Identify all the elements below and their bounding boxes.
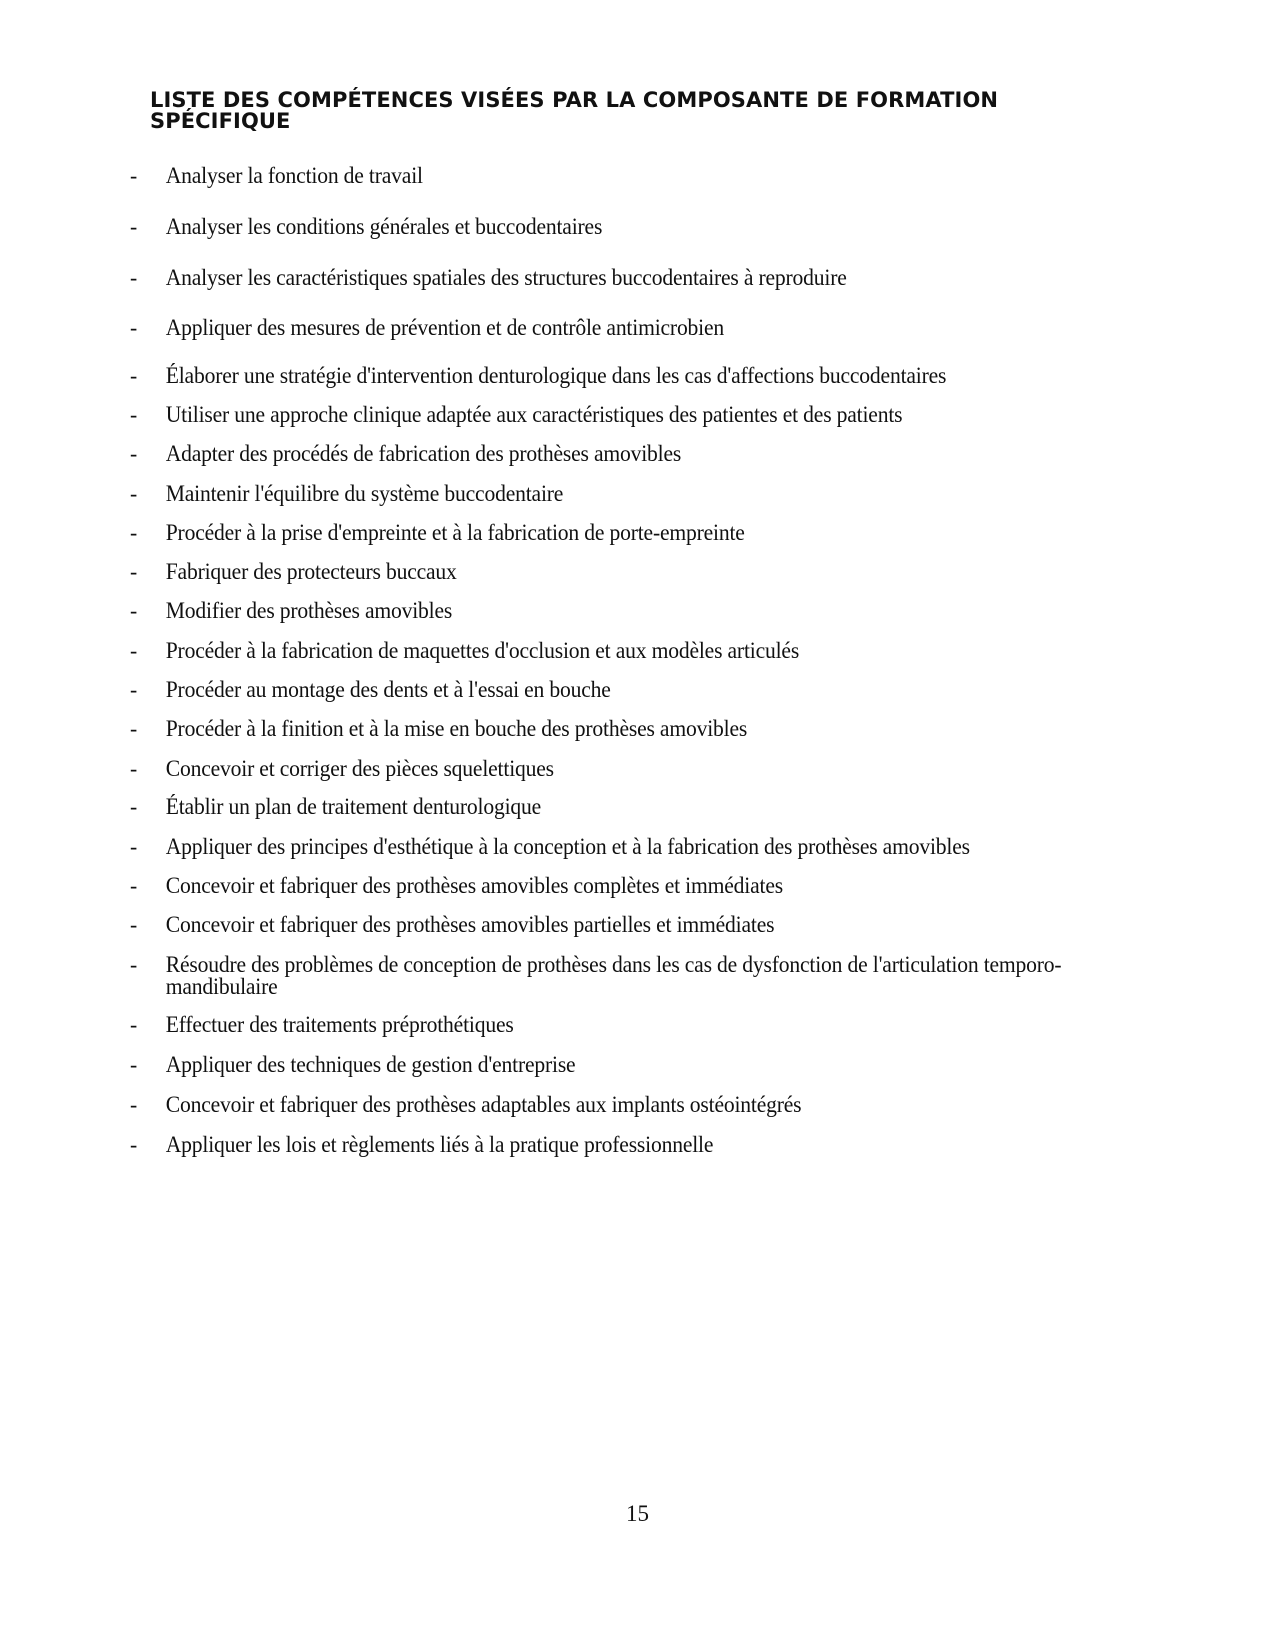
- list-item-text: Analyser la fonction de travail: [165, 163, 423, 188]
- list-item: [130, 718, 1070, 740]
- list-item: [130, 165, 1070, 187]
- list-item: [130, 216, 1070, 238]
- list-item: [130, 796, 1070, 818]
- list-item-text: Utiliser une approche clinique adaptée aux caractéristiques des patientes et des patients: [165, 402, 903, 427]
- list-item-text: Résoudre des problèmes de conception de prothèses dans les cas de dysfonction de l'articulation temporo-mandibulaire: [165, 952, 1062, 999]
- bullet-dash: -: [130, 315, 138, 340]
- bullet-dash: -: [130, 214, 138, 239]
- bullet-dash: -: [130, 1092, 138, 1117]
- list-item: [130, 679, 1070, 701]
- list-item-text: Appliquer des principes d'esthétique à la conception et à la fabrication des prothèses amovibles: [165, 834, 970, 859]
- list-item: [130, 914, 1070, 936]
- bullet-dash: -: [130, 834, 138, 859]
- list-item: [130, 404, 1070, 426]
- list-item-text: Adapter des procédés de fabrication des prothèses amovibles: [165, 441, 682, 466]
- list-item-text: Analyser les conditions générales et buccodentaires: [165, 214, 603, 239]
- list-item-text: Maintenir l'équilibre du système buccodentaire: [165, 481, 564, 506]
- list-item-text: Appliquer les lois et règlements liés à la pratique professionnelle: [165, 1132, 714, 1157]
- list-item: [130, 365, 1070, 387]
- bullet-dash: -: [130, 638, 138, 663]
- list-item: [130, 836, 1070, 858]
- bullet-dash: -: [130, 481, 138, 506]
- bullet-dash: -: [130, 1012, 138, 1037]
- list-item-text: Concevoir et fabriquer des prothèses amovibles complètes et immédiates: [165, 873, 783, 898]
- bullet-dash: -: [130, 873, 138, 898]
- bullet-dash: -: [130, 1052, 138, 1077]
- list-item: [130, 483, 1070, 505]
- list-item-text: Modifier des prothèses amovibles: [165, 598, 453, 623]
- bullet-dash: -: [130, 598, 138, 623]
- bullet-dash: -: [130, 756, 138, 781]
- list-item: [130, 1014, 1070, 1036]
- list-item: [130, 954, 1070, 998]
- page-number: 15: [626, 1501, 649, 1526]
- list-item-text: Élaborer une stratégie d'intervention denturologique dans les cas d'affections buccodentaires: [165, 363, 947, 388]
- list-item: [130, 1094, 1070, 1116]
- bullet-dash: -: [130, 520, 138, 545]
- list-item: [130, 600, 1070, 622]
- bullet-dash: -: [130, 402, 138, 427]
- list-item: [130, 522, 1070, 544]
- list-item: [130, 317, 1070, 339]
- list-item-text: Concevoir et corriger des pièces squelettiques: [165, 756, 554, 781]
- list-item-text: Concevoir et fabriquer des prothèses adaptables aux implants ostéointégrés: [165, 1092, 802, 1117]
- section-heading-line-2: SPÉCIFIQUE: [150, 109, 291, 133]
- bullet-dash: -: [130, 716, 138, 741]
- bullet-dash: -: [130, 363, 138, 388]
- bullet-dash: -: [130, 441, 138, 466]
- list-item-text: Fabriquer des protecteurs buccaux: [165, 559, 457, 584]
- list-item-text: Procéder à la finition et à la mise en bouche des prothèses amovibles: [165, 716, 748, 741]
- bullet-dash: -: [130, 794, 138, 819]
- list-item-text: Concevoir et fabriquer des prothèses amovibles partielles et immédiates: [165, 912, 775, 937]
- bullet-dash: -: [130, 952, 138, 977]
- list-item: [130, 640, 1070, 662]
- bullet-dash: -: [130, 1132, 138, 1157]
- list-item: [130, 561, 1070, 583]
- bullet-dash: -: [130, 265, 138, 290]
- list-item-text: Procéder à la prise d'empreinte et à la fabrication de porte-empreinte: [165, 520, 745, 545]
- list-item-text: Analyser les caractéristiques spatiales des structures buccodentaires à reproduire: [165, 265, 847, 290]
- list-item-text: Effectuer des traitements préprothétiques: [165, 1012, 514, 1037]
- section-heading: [150, 90, 1100, 132]
- list-item: [130, 875, 1070, 897]
- bullet-dash: -: [130, 559, 138, 584]
- list-item: [130, 443, 1070, 465]
- list-item-text: Procéder au montage des dents et à l'essai en bouche: [165, 677, 611, 702]
- list-item: [130, 267, 1070, 289]
- list-item-text: Appliquer des techniques de gestion d'entreprise: [165, 1052, 576, 1077]
- section-heading-line-1: LISTE DES COMPÉTENCES VISÉES PAR LA COMPOSANTE DE FORMATION: [150, 88, 999, 112]
- bullet-dash: -: [130, 912, 138, 937]
- bullet-dash: -: [130, 677, 138, 702]
- list-item: [130, 758, 1070, 780]
- list-item-text: Établir un plan de traitement denturologique: [165, 794, 542, 819]
- bullet-dash: -: [130, 163, 138, 188]
- list-item-text: Appliquer des mesures de prévention et de contrôle antimicrobien: [165, 315, 725, 340]
- list-item: [130, 1054, 1070, 1076]
- list-item: [130, 1134, 1070, 1156]
- list-item-text: Procéder à la fabrication de maquettes d'occlusion et aux modèles articulés: [165, 638, 800, 663]
